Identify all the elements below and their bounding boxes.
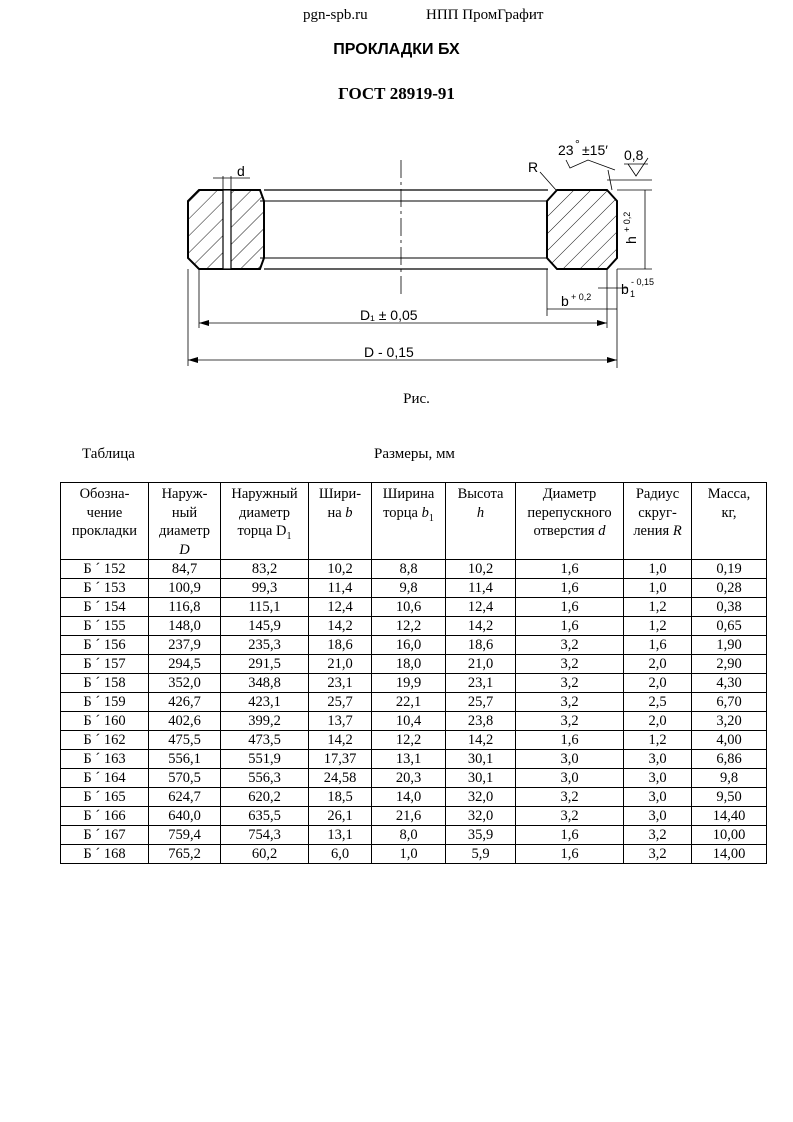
table-cell: 35,9 bbox=[446, 826, 516, 845]
table-cell: 10,2 bbox=[446, 560, 516, 579]
table-cell: 3,2 bbox=[516, 807, 624, 826]
table-row bbox=[61, 636, 767, 655]
table-cell: 3,0 bbox=[624, 807, 692, 826]
table-cell: 18,6 bbox=[446, 636, 516, 655]
table-cell: 115,1 bbox=[221, 598, 309, 617]
table-cell: 19,9 bbox=[372, 674, 446, 693]
table-cell: 3,2 bbox=[516, 655, 624, 674]
label-d: d bbox=[237, 163, 245, 179]
table-cell: 2,90 bbox=[692, 655, 767, 674]
table-cell: Б ´ 156 bbox=[61, 636, 149, 655]
table-cell: 3,2 bbox=[624, 845, 692, 864]
table-cell: 22,1 bbox=[372, 693, 446, 712]
table-cell: 4,30 bbox=[692, 674, 767, 693]
table-cell: 1,6 bbox=[516, 560, 624, 579]
table-cell: 1,2 bbox=[624, 731, 692, 750]
figure-caption: Рис. bbox=[403, 391, 430, 407]
table-cell: 765,2 bbox=[149, 845, 221, 864]
table-cell: 399,2 bbox=[221, 712, 309, 731]
header-designation: Обозна- чение прокладки bbox=[61, 483, 149, 560]
label-angle: 23 bbox=[558, 142, 574, 158]
table-cell: 14,2 bbox=[446, 731, 516, 750]
header-face-width: Ширина торца $b_1$ bbox=[372, 483, 446, 560]
table-cell: 570,5 bbox=[149, 769, 221, 788]
bypass-hole bbox=[223, 190, 231, 269]
table-cell: 1,6 bbox=[516, 598, 624, 617]
table-cell: 30,1 bbox=[446, 769, 516, 788]
table-cell: 14,2 bbox=[446, 617, 516, 636]
table-cell: Б ´ 165 bbox=[61, 788, 149, 807]
table-cell: 0,65 bbox=[692, 617, 767, 636]
table-cell: 12,4 bbox=[309, 598, 372, 617]
table-cell: 5,9 bbox=[446, 845, 516, 864]
table-cell: 100,9 bbox=[149, 579, 221, 598]
table-cell: 3,0 bbox=[516, 769, 624, 788]
table-cell: 2,0 bbox=[624, 674, 692, 693]
company-name: НПП ПромГрафит bbox=[426, 7, 544, 23]
table-body bbox=[61, 560, 767, 864]
table-cell: 291,5 bbox=[221, 655, 309, 674]
table-cell: 1,6 bbox=[516, 579, 624, 598]
table-cell: Б ´ 167 bbox=[61, 826, 149, 845]
table-cell: 3,20 bbox=[692, 712, 767, 731]
label-b1: b bbox=[621, 281, 629, 297]
table-cell: 13,1 bbox=[372, 750, 446, 769]
table-cell: 60,2 bbox=[221, 845, 309, 864]
table-cell: Б ´ 157 bbox=[61, 655, 149, 674]
label-h: h bbox=[623, 236, 639, 244]
table-cell: 0,38 bbox=[692, 598, 767, 617]
table-cell: Б ´ 166 bbox=[61, 807, 149, 826]
table-row bbox=[61, 826, 767, 845]
table-cell: 26,1 bbox=[309, 807, 372, 826]
table-cell: 3,0 bbox=[624, 769, 692, 788]
table-cell: Б ´ 162 bbox=[61, 731, 149, 750]
table-row bbox=[61, 579, 767, 598]
table-cell: 1,2 bbox=[624, 617, 692, 636]
table-cell: 294,5 bbox=[149, 655, 221, 674]
units-label: Размеры, мм bbox=[374, 446, 455, 462]
table-cell: 116,8 bbox=[149, 598, 221, 617]
table-row bbox=[61, 845, 767, 864]
table-cell: 17,37 bbox=[309, 750, 372, 769]
table-cell: 10,4 bbox=[372, 712, 446, 731]
label-b: b bbox=[561, 293, 569, 309]
table-row bbox=[61, 750, 767, 769]
label-angle-degree: ° bbox=[575, 137, 580, 151]
table-row bbox=[61, 560, 767, 579]
table-row bbox=[61, 617, 767, 636]
table-cell: 32,0 bbox=[446, 807, 516, 826]
table-cell: 754,3 bbox=[221, 826, 309, 845]
table-cell: 759,4 bbox=[149, 826, 221, 845]
standard-number: ГОСТ 28919-91 bbox=[338, 84, 455, 103]
table-cell: Б ´ 155 bbox=[61, 617, 149, 636]
table-cell: 3,0 bbox=[624, 750, 692, 769]
table-cell: 9,8 bbox=[692, 769, 767, 788]
table-label: Таблица bbox=[82, 446, 135, 462]
header-radius: Радиус скруг- ления R bbox=[624, 483, 692, 560]
table-cell: 475,5 bbox=[149, 731, 221, 750]
table-cell: 1,6 bbox=[516, 617, 624, 636]
table-header-row bbox=[61, 483, 767, 560]
table-cell: 1,6 bbox=[624, 636, 692, 655]
table-cell: 235,3 bbox=[221, 636, 309, 655]
table-row bbox=[61, 788, 767, 807]
table-cell: Б ´ 168 bbox=[61, 845, 149, 864]
table-cell: 13,1 bbox=[309, 826, 372, 845]
table-cell: 1,0 bbox=[624, 560, 692, 579]
label-b1-subscript: 1 bbox=[630, 289, 636, 299]
table-cell: 624,7 bbox=[149, 788, 221, 807]
table-cell: 3,2 bbox=[516, 636, 624, 655]
table-cell: 402,6 bbox=[149, 712, 221, 731]
table-cell: Б ´ 158 bbox=[61, 674, 149, 693]
label-roughness: 0,8 bbox=[624, 147, 644, 163]
table-cell: 6,86 bbox=[692, 750, 767, 769]
table-cell: Б ´ 152 bbox=[61, 560, 149, 579]
table-cell: 8,8 bbox=[372, 560, 446, 579]
table-cell: 3,0 bbox=[624, 788, 692, 807]
table-cell: 3,2 bbox=[516, 674, 624, 693]
table-cell: 551,9 bbox=[221, 750, 309, 769]
table-cell: Б ´ 153 bbox=[61, 579, 149, 598]
gasket-drawing bbox=[0, 0, 793, 390]
table-cell: 32,0 bbox=[446, 788, 516, 807]
table-cell: Б ´ 164 bbox=[61, 769, 149, 788]
table-cell: 237,9 bbox=[149, 636, 221, 655]
table-cell: 3,2 bbox=[516, 788, 624, 807]
table-cell: 14,2 bbox=[309, 617, 372, 636]
table-cell: 640,0 bbox=[149, 807, 221, 826]
table-cell: 30,1 bbox=[446, 750, 516, 769]
table-cell: 10,2 bbox=[309, 560, 372, 579]
table-row bbox=[61, 731, 767, 750]
tolerance-b1: - 0,15 bbox=[631, 277, 655, 287]
label-D: D - 0,15 bbox=[364, 344, 414, 360]
table-cell: Б ´ 163 bbox=[61, 750, 149, 769]
table-cell: Б ´ 154 bbox=[61, 598, 149, 617]
table-cell: 12,2 bbox=[372, 731, 446, 750]
table-cell: 25,7 bbox=[446, 693, 516, 712]
table-cell: 1,0 bbox=[624, 579, 692, 598]
header-height: Высота h bbox=[446, 483, 516, 560]
table-cell: 1,6 bbox=[516, 731, 624, 750]
table-cell: 6,0 bbox=[309, 845, 372, 864]
table-cell: 635,5 bbox=[221, 807, 309, 826]
table-cell: 4,00 bbox=[692, 731, 767, 750]
table-cell: 6,70 bbox=[692, 693, 767, 712]
table-cell: 9,50 bbox=[692, 788, 767, 807]
table-cell: 8,0 bbox=[372, 826, 446, 845]
table-row bbox=[61, 769, 767, 788]
header-width: Шири- на b bbox=[309, 483, 372, 560]
table-row bbox=[61, 693, 767, 712]
table-cell: 145,9 bbox=[221, 617, 309, 636]
table-cell: 99,3 bbox=[221, 579, 309, 598]
table-row bbox=[61, 655, 767, 674]
site-url: pgn-spb.ru bbox=[303, 7, 368, 23]
table-cell: 9,8 bbox=[372, 579, 446, 598]
table-cell: 12,2 bbox=[372, 617, 446, 636]
table-cell: 473,5 bbox=[221, 731, 309, 750]
table-cell: 23,1 bbox=[446, 674, 516, 693]
table-cell: 18,6 bbox=[309, 636, 372, 655]
table-cell: 620,2 bbox=[221, 788, 309, 807]
tolerance-b: + 0,2 bbox=[571, 292, 592, 302]
table-cell: Б ´ 159 bbox=[61, 693, 149, 712]
table-cell: 20,3 bbox=[372, 769, 446, 788]
table-cell: Б ´ 160 bbox=[61, 712, 149, 731]
table-cell: 426,7 bbox=[149, 693, 221, 712]
table-cell: 25,7 bbox=[309, 693, 372, 712]
table-cell: 23,8 bbox=[446, 712, 516, 731]
table-row bbox=[61, 598, 767, 617]
table-row bbox=[61, 674, 767, 693]
dimensions-table bbox=[60, 482, 767, 864]
table-cell: 21,0 bbox=[446, 655, 516, 674]
table-cell: 148,0 bbox=[149, 617, 221, 636]
table-cell: 14,2 bbox=[309, 731, 372, 750]
table-cell: 1,0 bbox=[372, 845, 446, 864]
header-face-diameter: Наружный диаметр торца $D_1$ bbox=[221, 483, 309, 560]
table-cell: 1,6 bbox=[516, 845, 624, 864]
table-cell: 14,0 bbox=[372, 788, 446, 807]
table-cell: 1,2 bbox=[624, 598, 692, 617]
table-cell: 11,4 bbox=[309, 579, 372, 598]
table-cell: 14,00 bbox=[692, 845, 767, 864]
table-cell: 21,0 bbox=[309, 655, 372, 674]
table-cell: 11,4 bbox=[446, 579, 516, 598]
table-row bbox=[61, 712, 767, 731]
table-cell: 10,6 bbox=[372, 598, 446, 617]
table-cell: 13,7 bbox=[309, 712, 372, 731]
header-mass: Масса, кг, bbox=[692, 483, 767, 560]
table-cell: 16,0 bbox=[372, 636, 446, 655]
label-R: R bbox=[528, 159, 539, 175]
table-cell: 1,6 bbox=[516, 826, 624, 845]
header-outer-diameter: Наруж- ный диаметр D bbox=[149, 483, 221, 560]
header-bypass-diameter: Диаметр перепускного отверстия d bbox=[516, 483, 624, 560]
table-cell: 2,0 bbox=[624, 712, 692, 731]
table-cell: 10,00 bbox=[692, 826, 767, 845]
tolerance-h: + 0,2 bbox=[622, 211, 632, 232]
table-cell: 3,2 bbox=[624, 826, 692, 845]
table-cell: 556,1 bbox=[149, 750, 221, 769]
table-cell: 3,2 bbox=[516, 712, 624, 731]
table-cell: 18,0 bbox=[372, 655, 446, 674]
table-cell: 2,0 bbox=[624, 655, 692, 674]
right-section bbox=[547, 190, 617, 269]
table-cell: 18,5 bbox=[309, 788, 372, 807]
table-cell: 3,2 bbox=[516, 693, 624, 712]
table-cell: 14,40 bbox=[692, 807, 767, 826]
table-cell: 0,19 bbox=[692, 560, 767, 579]
table-cell: 352,0 bbox=[149, 674, 221, 693]
label-angle-tolerance: ±15′ bbox=[582, 142, 608, 158]
table-row bbox=[61, 807, 767, 826]
table-cell: 348,8 bbox=[221, 674, 309, 693]
table-cell: 23,1 bbox=[309, 674, 372, 693]
table-cell: 3,0 bbox=[516, 750, 624, 769]
table-cell: 1,90 bbox=[692, 636, 767, 655]
table-cell: 2,5 bbox=[624, 693, 692, 712]
table-cell: 24,58 bbox=[309, 769, 372, 788]
table-cell: 12,4 bbox=[446, 598, 516, 617]
table-cell: 423,1 bbox=[221, 693, 309, 712]
table-cell: 0,28 bbox=[692, 579, 767, 598]
page-title: ПРОКЛАДКИ БХ bbox=[333, 41, 460, 58]
label-D1: D₁ ± 0,05 bbox=[360, 307, 418, 323]
table-cell: 21,6 bbox=[372, 807, 446, 826]
table-cell: 556,3 bbox=[221, 769, 309, 788]
table-cell: 84,7 bbox=[149, 560, 221, 579]
table-cell: 83,2 bbox=[221, 560, 309, 579]
